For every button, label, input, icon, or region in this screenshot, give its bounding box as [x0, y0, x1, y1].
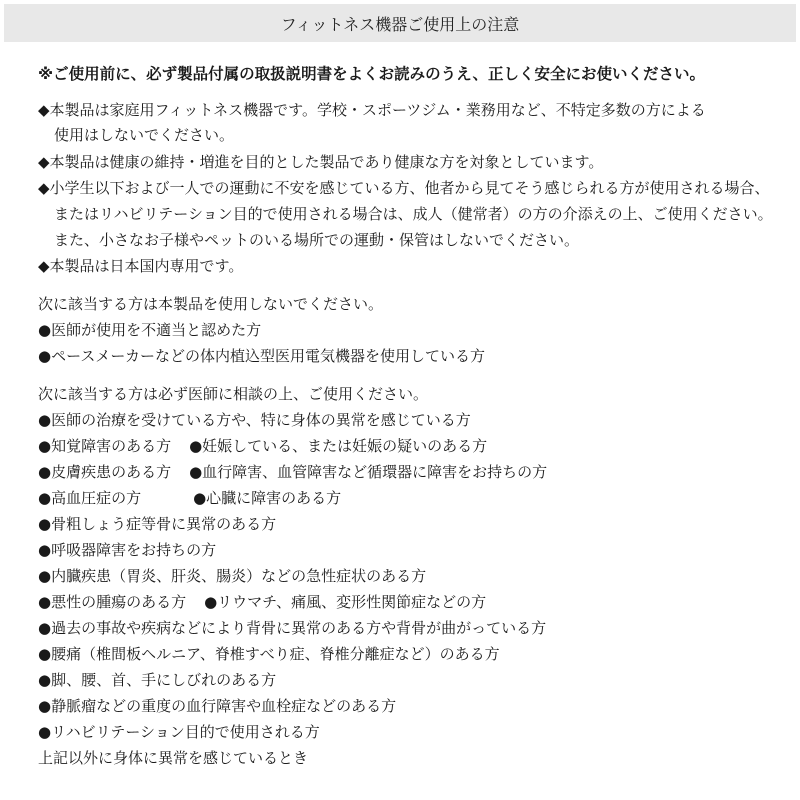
- notice-line: また、小さなお子様やペットのいる場所での運動・保管はしないでください。: [54, 231, 580, 249]
- list-item-pair: [38, 436, 487, 456]
- list-item: ●内臓疾患（胃炎、肝炎、腸炎）などの急性症状のある方: [38, 567, 427, 585]
- list-item: ●ペースメーカーなどの体内植込型医用電気機器を使用している方: [38, 347, 486, 365]
- list-item: ●妊娠している、または妊娠の疑いのある方: [189, 437, 488, 455]
- list-item: ●腰痛（椎間板ヘルニア、脊椎すべり症、脊椎分離症など）のある方: [38, 645, 500, 663]
- list-item-pair: [38, 488, 341, 508]
- notice-line: ◆本製品は日本国内専用です。: [38, 257, 244, 275]
- list-item-pair: [38, 592, 486, 612]
- notice-line: 使用はしないでください。: [54, 126, 235, 144]
- list-item: ●悪性の腫瘍のある方: [38, 593, 187, 611]
- list-item-pair: [38, 462, 547, 482]
- list-item: ●呼吸器障害をお持ちの方: [38, 541, 217, 559]
- list-item: ●過去の事故や疾病などにより背骨に異常のある方や背骨が曲がっている方: [38, 619, 547, 637]
- notice-line: またはリハビリテーション目的で使用される場合は、成人（健常者）の方の介添えの上、ご使用ください。: [54, 205, 773, 223]
- list-item: ●リウマチ、痛風、変形性関節症などの方: [204, 593, 487, 611]
- notice-line: ◆本製品は家庭用フィットネス機器です。学校・スポーツジム・業務用など、不特定多数の方による: [38, 101, 706, 119]
- list-item: ●皮膚疾患のある方: [38, 463, 172, 481]
- intro-text: ※ご使用前に、必ず製品付属の取扱説明書をよくお読みのうえ、正しく安全にお使いください。: [38, 65, 706, 83]
- list-item: ●高血圧症の方: [38, 489, 142, 507]
- consult-heading: 次に該当する方は必ず医師に相談の上、ご使用ください。: [38, 385, 429, 403]
- notice-line: ◆本製品は健康の維持・増進を目的とした製品であり健康な方を対象としています。: [38, 153, 604, 171]
- list-item: ●リハビリテーション目的で使用される方: [38, 723, 320, 741]
- list-item: ●静脈瘤などの重度の血行障害や血栓症などのある方: [38, 697, 397, 715]
- notice-line: ◆小学生以下および一人での運動に不安を感じている方、他者から見てそう感じられる方が使用される場合、: [38, 179, 770, 197]
- list-item: ●知覚障害のある方: [38, 437, 172, 455]
- list-item: ●骨粗しょう症等骨に異常のある方: [38, 515, 277, 533]
- prohibited-heading: 次に該当する方は本製品を使用しないでください。: [38, 295, 384, 313]
- list-item: ●血行障害、血管障害など循環器に障害をお持ちの方: [189, 463, 548, 481]
- list-item: ●医師の治療を受けている方や、特に身体の異常を感じている方: [38, 411, 471, 429]
- title-bar: [4, 4, 796, 42]
- list-item: ●心臓に障害のある方: [193, 489, 342, 507]
- consult-footer: 上記以外に身体に異常を感じているとき: [38, 749, 309, 767]
- page-title: フィットネス機器ご使用上の注意: [280, 14, 520, 34]
- list-item: ●脚、腰、首、手にしびれのある方: [38, 671, 277, 689]
- list-item: ●医師が使用を不適当と認めた方: [38, 321, 262, 339]
